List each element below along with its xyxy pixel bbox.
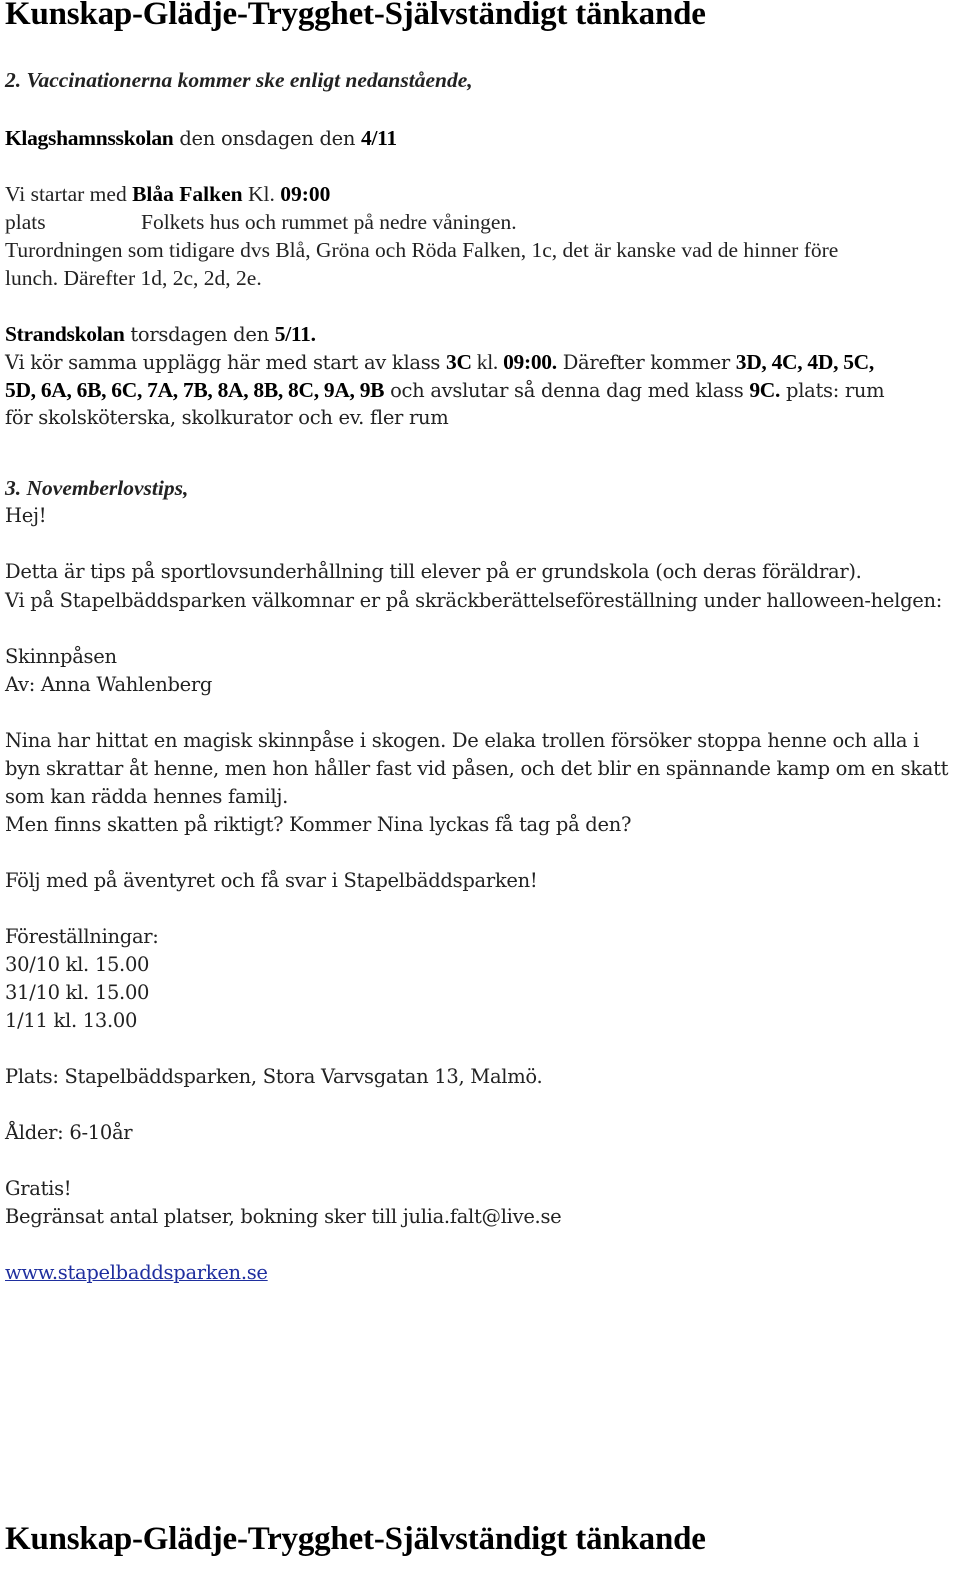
strand-classes-2: 5D, 6A, 6B, 6C, 7A, 7B, 8A, 8B, 8C, 9A, 9B xyxy=(5,378,385,402)
strand-place: plats: rum xyxy=(780,379,885,402)
booking-line: Begränsat antal platser, bokning sker till julia.falt@live.se xyxy=(5,1205,562,1228)
strand-prefix: Vi kör samma upplägg här med start av klass xyxy=(5,351,447,374)
strand-mid: och avslutar så denna dag med klass xyxy=(384,379,750,402)
show-time-3: 1/11 kl. 13.00 xyxy=(5,1009,138,1032)
website-link[interactable]: www.stapelbaddsparken.se xyxy=(5,1261,268,1284)
strand-kl: kl. xyxy=(471,350,504,374)
strand-line xyxy=(5,320,316,349)
klagshamn-day: den onsdagen den xyxy=(173,127,362,150)
strand-time: 09:00. xyxy=(503,350,557,374)
intro-line-1: Detta är tips på sportlovsunderhållning till elever på er grundskola (och deras föräldrar). xyxy=(5,560,862,583)
intro-line-2: Vi på Stapelbäddsparken välkomnar er på skräckberättelseföreställning under halloween-helgen: xyxy=(5,589,943,612)
place-value: Folkets hus och rummet på nedre våningen. xyxy=(141,210,517,234)
description-line-1: Nina har hittat en magisk skinnpåse i skogen. De elaka trollen försöker stoppa henne och alla i xyxy=(5,729,920,752)
klagshamn-date: 4/11 xyxy=(361,126,397,150)
greeting: Hej! xyxy=(5,504,47,527)
section-3-heading: 3. Novemberlovstips, xyxy=(5,476,189,500)
strand-date: 5/11. xyxy=(274,322,316,346)
order-line-2: lunch. Därefter 1d, 2c, 2d, 2e. xyxy=(5,266,262,290)
show-time-2: 31/10 kl. 15.00 xyxy=(5,981,150,1004)
strand-classes-1: 3D, 4C, 4D, 5C, xyxy=(735,350,874,374)
page-footer: Kunskap-Glädje-Trygghet-Självständigt tänkande xyxy=(5,1521,706,1557)
strand-then: Därefter kommer xyxy=(556,351,736,374)
strand-detail-1 xyxy=(5,348,874,377)
description-line-3: som kan rädda hennes familj. xyxy=(5,785,288,808)
place-label: plats xyxy=(5,210,46,234)
strand-day: torsdagen den xyxy=(124,323,275,346)
page-header: Kunskap-Glädje-Trygghet-Självständigt tänkande xyxy=(5,0,706,32)
start-line xyxy=(5,180,330,208)
age-line: Ålder: 6-10år xyxy=(5,1121,133,1144)
shows-label: Föreställningar: xyxy=(5,925,159,948)
start-kl: Kl. xyxy=(242,182,281,206)
start-prefix: Vi startar med xyxy=(5,182,133,206)
section-2-heading: 2. Vaccinationerna kommer ske enligt nedanstående, xyxy=(5,68,473,92)
start-time: 09:00 xyxy=(280,182,331,206)
place-line xyxy=(5,208,517,236)
show-time-1: 30/10 kl. 15.00 xyxy=(5,953,150,976)
place-line-2: Plats: Stapelbäddsparken, Stora Varvsgatan 13, Malmö. xyxy=(5,1065,543,1088)
klagshamn-school: Klagshamnsskolan xyxy=(5,126,174,150)
follow-line: Följ med på äventyret och få svar i Stapelbäddsparken! xyxy=(5,869,538,892)
description-line-2: byn skrattar åt henne, men hon håller fast vid påsen, och det blir en spännande kamp om en skatt xyxy=(5,757,949,780)
klagshamn-line xyxy=(5,124,397,153)
strand-detail-2 xyxy=(5,376,884,405)
show-author: Av: Anna Wahlenberg xyxy=(5,673,213,696)
order-line-1: Turordningen som tidigare dvs Blå, Gröna och Röda Falken, 1c, det är kanske vad de hinner före xyxy=(5,238,839,262)
description-line-4: Men finns skatten på riktigt? Kommer Nina lyckas få tag på den? xyxy=(5,813,632,836)
free-line: Gratis! xyxy=(5,1177,72,1200)
strand-first-class: 3C xyxy=(446,350,472,374)
start-group: Blåa Falken xyxy=(132,182,243,206)
strand-last-class: 9C. xyxy=(749,378,781,402)
strand-school: Strandskolan xyxy=(5,322,125,346)
show-title: Skinnpåsen xyxy=(5,645,117,668)
strand-detail-3: för skolsköterska, skolkurator och ev. fler rum xyxy=(5,406,449,429)
